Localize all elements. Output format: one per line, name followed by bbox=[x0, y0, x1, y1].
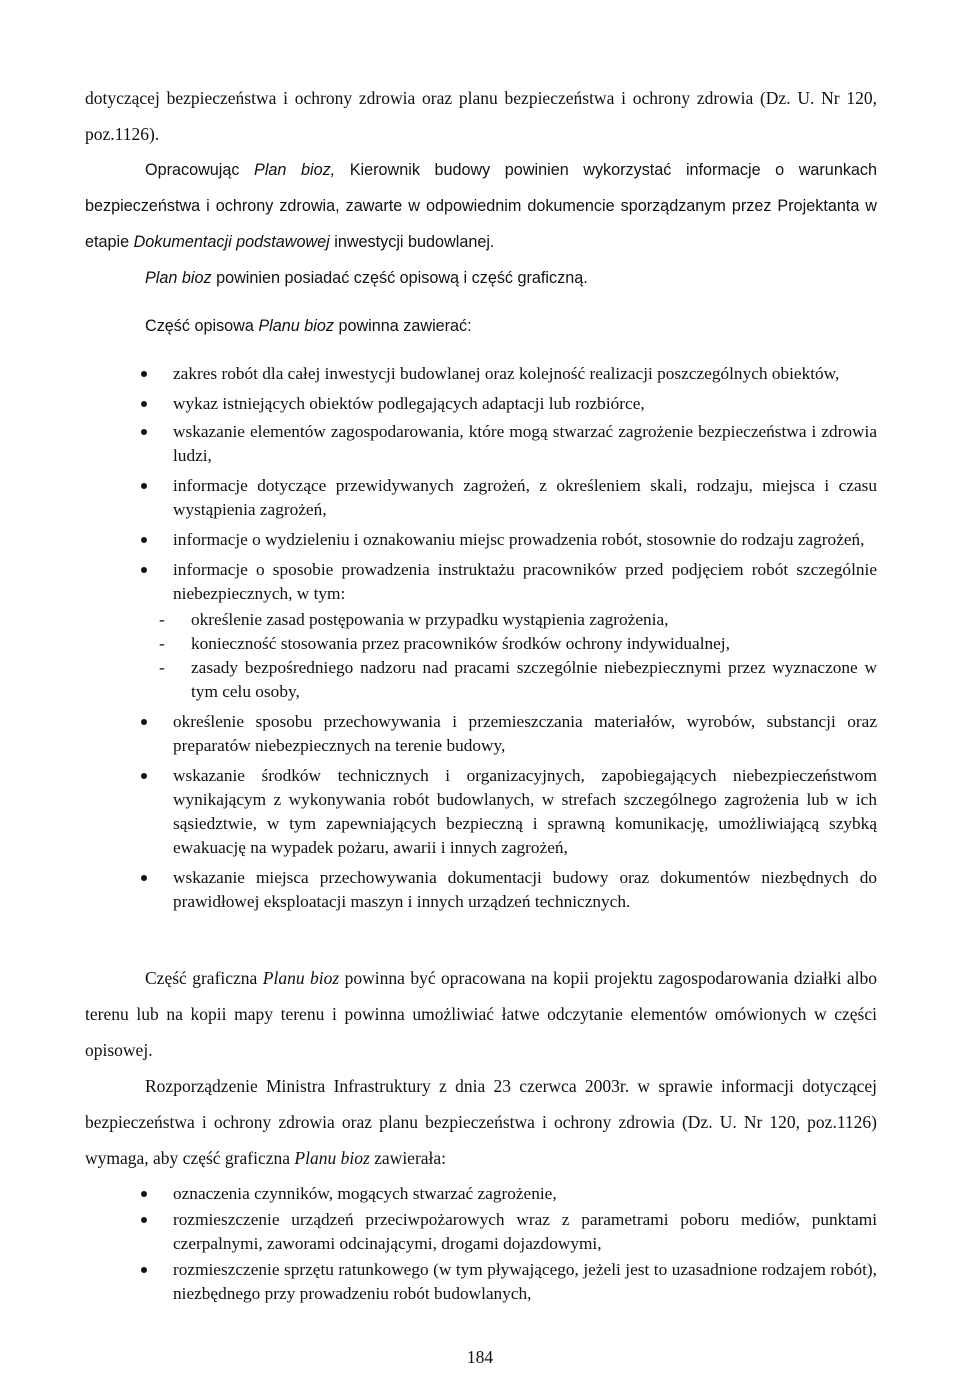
emphasis-dokumentacji: Dokumentacji podstawowej bbox=[133, 233, 330, 251]
list-item: rozmieszczenie sprzętu ratunkowego (w tym pływającego, jeżeli jest to uzasadnione rodzajem robót), niezbędnego przy prowadzeniu robót budowlanych, bbox=[85, 1258, 877, 1306]
paragraph-graphic-part: Część graficzna Planu bioz powinna być opracowana na kopii projektu zagospodarowania działki albo terenu lub na kopii mapy terenu i powinna umożliwiać łatwe odczytanie elementów omówionych w części opisowej. bbox=[85, 968, 878, 1060]
bullet-icon bbox=[141, 537, 147, 543]
page-number: 184 bbox=[466, 1347, 494, 1367]
paragraph-plan-bioz-preparation: Opracowując Plan bioz, Kierownik budowy powinien wykorzystać informacje o warunkach bezpieczeństwa i ochrony zdrowia, zawarte w odpowiednim dokumencie sporządzanym przez Projektanta w etapie Dokumentacji podstawowej inwestycji budowlanej. bbox=[85, 161, 878, 251]
dash-marker: - bbox=[159, 634, 165, 653]
list-item: informacje o wydzieleniu i oznakowaniu miejsc prowadzenia robót, stosownie do rodzaju zagrożeń, bbox=[85, 528, 877, 552]
list-item: wskazanie środków technicznych i organizacyjnych, zapobiegających niebezpieczeństwom wynikającym z wykonywania robót budowlanych, w strefach szczególnego zagrożenia lub w ich sąsiedztwie, w tym zapewniających bezpieczną i sprawną komunikację, umożliwiającą szybką ewakuację na wypadek pożaru, awarii i innych zagrożeń, bbox=[85, 764, 877, 860]
list-item: informacje dotyczące przewidywanych zagrożeń, z określeniem skali, rodzaju, miejsca i czasu wystąpienia zagrożeń, bbox=[85, 474, 877, 522]
bullet-icon bbox=[141, 1267, 147, 1273]
bullet-icon bbox=[141, 875, 147, 881]
descriptive-part-list bbox=[85, 362, 877, 920]
list-item: wskazanie elementów zagospodarowania, które mogą stwarzać zagrożenie bezpieczeństwa i zdrowia ludzi, bbox=[85, 420, 877, 468]
list-item: rozmieszczenie urządzeń przeciwpożarowych wraz z parametrami poboru mediów, punktami czerpalnymi, zaworami odcinającymi, drogami dojazdowymi, bbox=[85, 1208, 877, 1256]
graphic-part-list bbox=[85, 1182, 877, 1312]
paragraph-plan-bioz-parts: Plan bioz powinien posiadać część opisową i część graficzną. bbox=[145, 269, 588, 287]
bullet-icon bbox=[141, 1217, 147, 1223]
bullet-icon bbox=[141, 429, 147, 435]
paragraph-intro-continuation: dotyczącej bezpieczeństwa i ochrony zdrowia oraz planu bezpieczeństwa i ochrony zdrowia (Dz. U. Nr 120, poz.1126). bbox=[85, 88, 877, 144]
list-item: wskazanie miejsca przechowywania dokumentacji budowy oraz dokumentów niezbędnych do prawidłowej eksploatacji maszyn i innych urządzeń technicznych. bbox=[85, 866, 877, 914]
bullet-icon bbox=[141, 719, 147, 725]
list-item: wykaz istniejących obiektów podlegających adaptacji lub rozbiórce, bbox=[85, 392, 877, 416]
emphasis-plan-bioz: Plan bioz, bbox=[254, 161, 336, 179]
paragraph-regulation: Rozporządzenie Ministra Infrastruktury z dnia 23 czerwca 2003r. w sprawie informacji dotyczącej bezpieczeństwa i ochrony zdrowia oraz planu bezpieczeństwa i ochrony zdrowia (Dz. U. Nr 120, poz.1126) wymaga, aby część graficzna Planu bioz zawierała: bbox=[85, 1076, 877, 1168]
bullet-icon bbox=[141, 773, 147, 779]
list-subitem: - określenie zasad postępowania w przypadku wystąpienia zagrożenia, bbox=[85, 608, 877, 632]
dash-marker: - bbox=[159, 610, 165, 629]
bullet-icon bbox=[141, 483, 147, 489]
bullet-icon bbox=[141, 1191, 147, 1197]
list-subitem: - zasady bezpośredniego nadzoru nad pracami szczególnie niebezpiecznymi przez wyznaczone w tym celu osoby, bbox=[159, 658, 877, 701]
paragraph-descriptive-part: Część opisowa Planu bioz powinna zawierać: bbox=[145, 317, 472, 335]
list-item: zakres robót dla całej inwestycji budowlanej oraz kolejność realizacji poszczególnych obiektów, bbox=[85, 362, 877, 386]
bullet-icon bbox=[141, 567, 147, 573]
list-item: oznaczenia czynników, mogących stwarzać zagrożenie, bbox=[85, 1182, 877, 1206]
list-subitem: - konieczność stosowania przez pracowników środków ochrony indywidualnej, bbox=[85, 632, 877, 656]
list-item: określenie sposobu przechowywania i przemieszczania materiałów, wyrobów, substancji oraz preparatów niebezpiecznych na terenie budowy, bbox=[85, 710, 877, 758]
bullet-icon bbox=[141, 371, 147, 377]
list-item: informacje o sposobie prowadzenia instruktażu pracowników przed podjęciem robót szczególnie niebezpiecznych, w tym: bbox=[85, 558, 877, 606]
bullet-icon bbox=[141, 401, 147, 407]
dash-marker: - bbox=[159, 658, 165, 677]
